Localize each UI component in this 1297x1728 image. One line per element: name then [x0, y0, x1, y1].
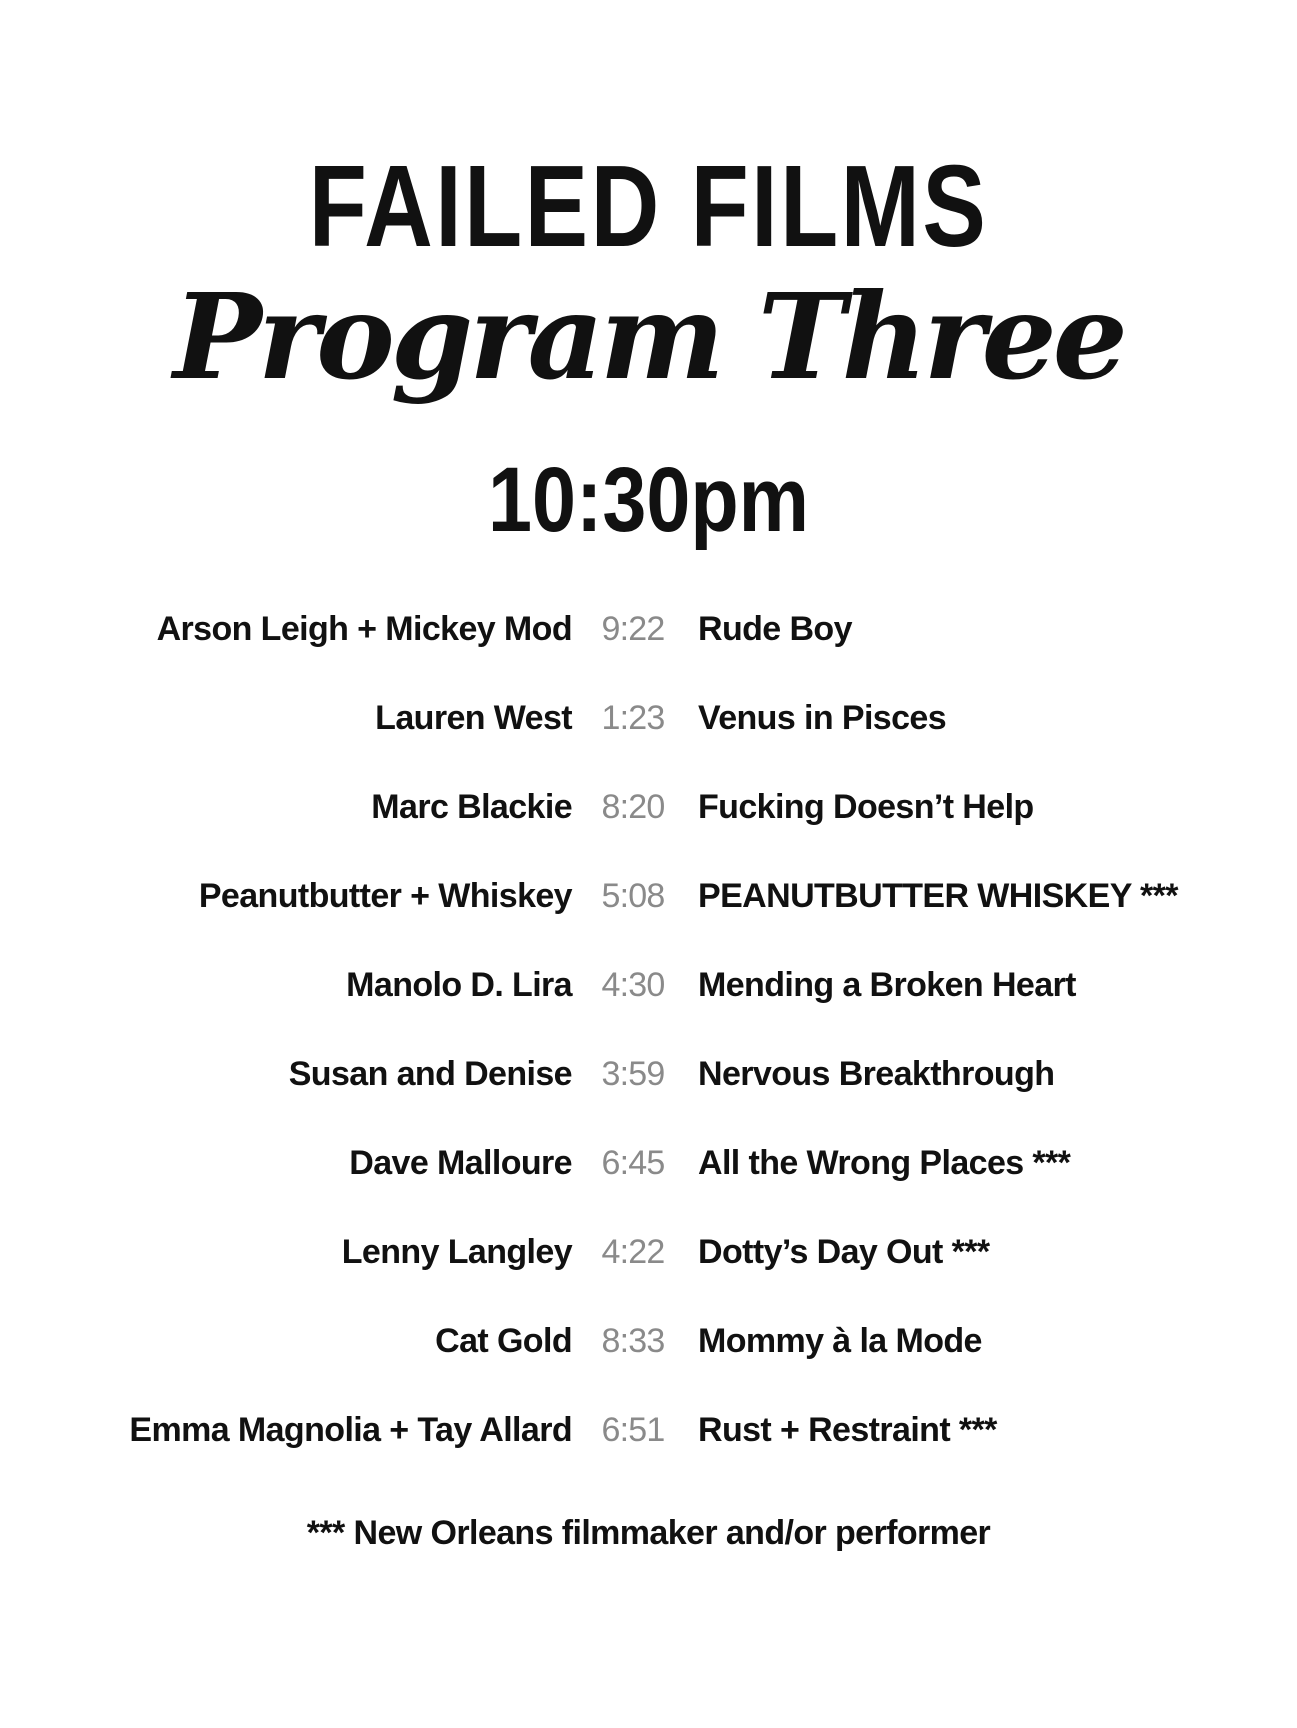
film-runtime: 8:20	[601, 788, 665, 826]
artist-name: Peanutbutter + Whiskey	[198, 877, 572, 915]
program-row	[0, 1316, 1297, 1405]
film-runtime: 8:33	[601, 1322, 665, 1360]
program-row	[0, 1405, 1297, 1494]
program-row	[0, 871, 1297, 960]
program-row	[0, 782, 1297, 871]
film-runtime: 6:51	[601, 1411, 665, 1449]
artist-name: Arson Leigh + Mickey Mod	[156, 610, 572, 648]
film-title: Nervous Breakthrough	[698, 1055, 1055, 1093]
film-title: Dotty’s Day Out ***	[698, 1233, 990, 1271]
artist-name: Lenny Langley	[341, 1233, 572, 1271]
artist-name: Susan and Denise	[288, 1055, 572, 1093]
program-subtitle: Program Three	[173, 267, 1124, 406]
artist-name: Lauren West	[375, 699, 572, 737]
program-row	[0, 1138, 1297, 1227]
page-title: FAILED FILMS	[308, 141, 989, 271]
artist-name: Manolo D. Lira	[346, 966, 572, 1004]
program-row	[0, 1049, 1297, 1138]
film-title: Mending a Broken Heart	[698, 966, 1076, 1004]
artist-name: Dave Malloure	[349, 1144, 572, 1182]
film-title: Rust + Restraint ***	[698, 1411, 997, 1449]
program-row	[0, 604, 1297, 693]
film-runtime: 5:08	[601, 877, 665, 915]
film-runtime: 3:59	[601, 1055, 665, 1093]
film-runtime: 1:23	[601, 699, 665, 737]
artist-name: Emma Magnolia + Tay Allard	[129, 1411, 572, 1449]
film-title: Fucking Doesn’t Help	[698, 788, 1034, 826]
film-runtime: 6:45	[601, 1144, 665, 1182]
film-title: Venus in Pisces	[698, 699, 947, 737]
artist-name: Cat Gold	[435, 1322, 572, 1360]
film-title: Mommy à la Mode	[698, 1322, 982, 1360]
film-runtime: 9:22	[601, 610, 665, 648]
program-row	[0, 960, 1297, 1049]
program-row	[0, 693, 1297, 782]
artist-name: Marc Blackie	[371, 788, 572, 826]
film-runtime: 4:22	[601, 1233, 665, 1271]
film-runtime: 4:30	[601, 966, 665, 1004]
film-title: All the Wrong Places ***	[698, 1144, 1071, 1182]
footnote: *** New Orleans filmmaker and/or performer	[306, 1514, 991, 1552]
film-title: Rude Boy	[698, 610, 852, 648]
film-title: PEANUTBUTTER WHISKEY ***	[698, 877, 1178, 915]
program-row	[0, 1227, 1297, 1316]
program-list	[0, 604, 1297, 1494]
showtime: 10:30pm	[487, 449, 810, 551]
